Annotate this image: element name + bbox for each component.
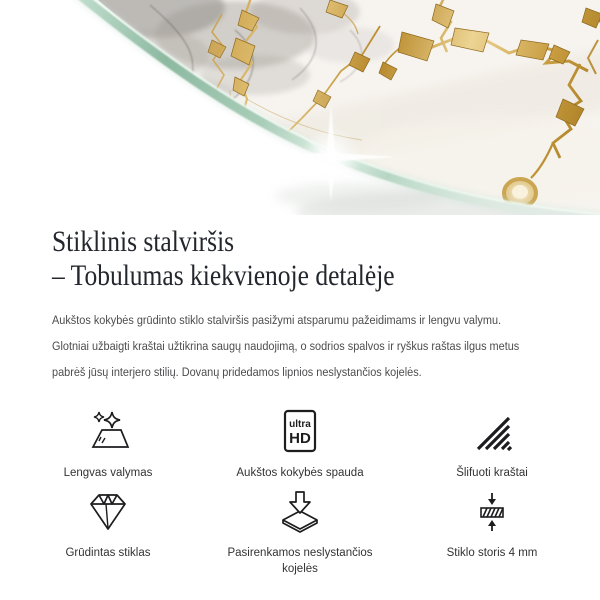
feature-label: Lengvas valymas <box>63 467 153 479</box>
description-line-3: pabrėš jūsų interjero stilių. Dovanų pridedamos lipnios neslystančios kojelės. <box>52 365 422 379</box>
svg-text:HD: HD <box>289 430 311 447</box>
feature-polished-edges <box>396 409 588 481</box>
feature-glass-thickness <box>396 489 588 577</box>
ultra-hd-icon <box>277 409 323 455</box>
feature-tempered-glass <box>12 489 204 577</box>
feature-grid <box>0 409 600 577</box>
product-description <box>52 307 548 385</box>
feature-label: Pasirenkamos neslystančios kojelės <box>227 547 373 575</box>
feature-label: Stiklo storis 4 mm <box>446 547 538 559</box>
diamond-icon <box>85 489 131 535</box>
feature-easy-cleaning <box>12 409 204 481</box>
feature-label: Aukštos kokybės spauda <box>236 467 364 479</box>
feature-anti-slip-feet <box>204 489 396 577</box>
description-line-1: Aukštos kokybės grūdinto stiklo stalviršis pasižymi atsparumu pažeidimams ir lengvu valymu. <box>52 313 502 327</box>
page-title <box>52 225 548 293</box>
thickness-icon <box>469 489 515 535</box>
feature-print-quality <box>204 409 396 481</box>
polished-edges-icon <box>469 409 515 455</box>
feature-label: Grūdintas stiklas <box>65 547 151 559</box>
anti-slip-feet-icon <box>277 489 323 535</box>
title-line-2: – Tobulumas kiekvienoje detalėje <box>52 259 395 292</box>
product-photo <box>0 0 600 215</box>
title-line-1: Stiklinis stalviršis <box>52 225 235 258</box>
svg-text:ultra: ultra <box>289 419 311 430</box>
sparkle-clean-icon <box>85 409 131 455</box>
feature-label: Šlifuoti kraštai <box>456 467 528 479</box>
description-line-2: Glotniai užbaigti kraštai užtikrina saugų naudojimą, o sodrios spalvos ir ryškus raštas ilgus metus <box>52 339 520 353</box>
